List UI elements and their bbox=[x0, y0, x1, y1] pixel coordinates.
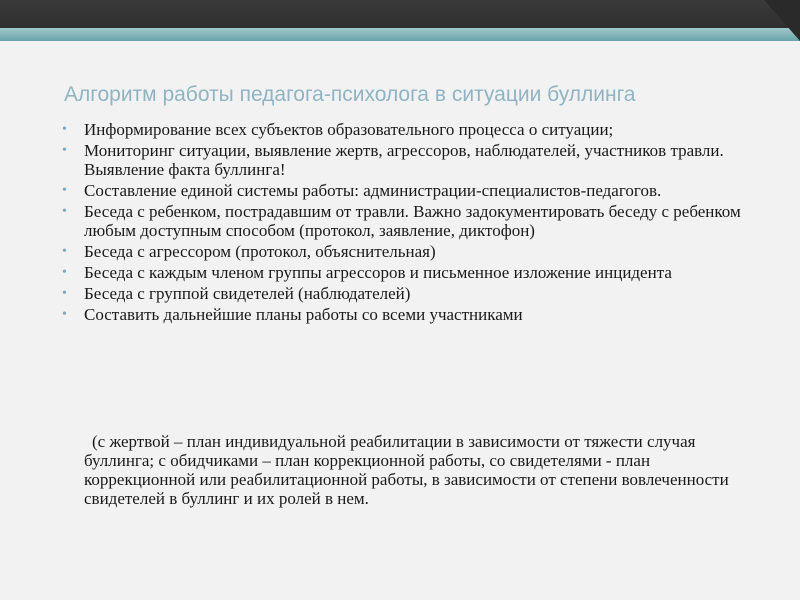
list-item bbox=[60, 305, 760, 324]
bullet-icon: • bbox=[62, 204, 67, 219]
bullet-list bbox=[60, 120, 760, 326]
list-item-text: Информирование всех субъектов образовательного процесса о ситуации; bbox=[84, 120, 614, 139]
bullet-icon: • bbox=[62, 183, 67, 198]
list-item-text: Составление единой системы работы: администрации-специалистов-педагогов. bbox=[84, 181, 662, 200]
slide-title: Алгоритм работы педагога-психолога в ситуации буллинга bbox=[64, 83, 636, 106]
list-item-text: Беседа с ребенком, пострадавшим от травли. Важно задокументировать беседу с ребенком любым доступным способом (протокол, заявление, диктофон) bbox=[84, 202, 741, 240]
list-item bbox=[60, 284, 760, 303]
list-item-text: Составить дальнейшие планы работы со всеми участниками bbox=[84, 305, 523, 324]
list-item-text: Беседа с каждым членом группы агрессоров и письменное изложение инцидента bbox=[84, 263, 672, 282]
list-item-text: Беседа с агрессором (протокол, объяснительная) bbox=[84, 242, 436, 261]
list-item-text: Мониторинг ситуации, выявление жертв, агрессоров, наблюдателей, участников травли. Выявление факта буллинга! bbox=[84, 141, 724, 179]
list-item bbox=[60, 242, 760, 261]
list-item bbox=[60, 120, 760, 139]
bullet-icon: • bbox=[62, 244, 67, 259]
bullet-icon: • bbox=[62, 286, 67, 301]
list-item bbox=[60, 181, 760, 200]
slide-corner-decoration bbox=[764, 0, 800, 41]
list-item bbox=[60, 141, 760, 179]
slide-top-bar bbox=[0, 0, 800, 28]
list-item bbox=[60, 202, 760, 240]
bullet-icon: • bbox=[62, 143, 67, 158]
bullet-icon: • bbox=[62, 122, 67, 137]
slide-accent-bar bbox=[0, 28, 800, 41]
list-item bbox=[60, 263, 760, 282]
bullet-icon: • bbox=[62, 307, 67, 322]
list-item-text: Беседа с группой свидетелей (наблюдателей) bbox=[84, 284, 411, 303]
bullet-icon: • bbox=[62, 265, 67, 280]
plan-details-paragraph: (с жертвой – план индивидуальной реабилитации в зависимости от тяжести случая буллинга; с обидчиками – план коррекционной работы, со свидетелями - план коррекционной или реабилитационной работы, в зависимости от степени вовлеченности свидетелей в буллинг и их ролей в нем. bbox=[84, 432, 729, 508]
